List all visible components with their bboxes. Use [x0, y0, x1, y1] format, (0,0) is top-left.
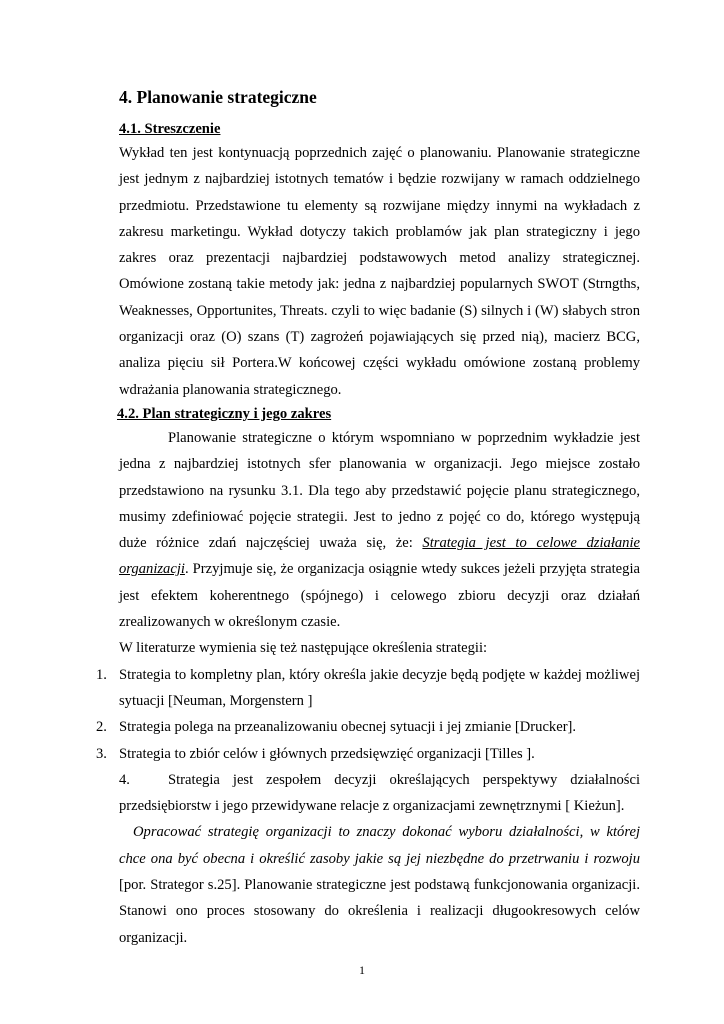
list-item-text: Strategia to kompletny plan, który określa jakie decyzje będą podjęte w każdej możliwej sytuacji [Neuman, Morgenstern ] — [119, 666, 640, 709]
plan-paragraph-text: Planowanie strategiczne o którym wspomniano w poprzednim wykładzie jest jedna z najbardziej istotnych sfer planowania w organizacji. Jego miejsce zostało przedstawiono na rysunku 3.1. Dla tego aby przedstawić pojęcie planu strategicznego, musimy zdefiniować pojęcie strategii. Jest to jedno z pojęć co do, którego występują duże różnice zdań najczęściej uważa się, że: — [119, 429, 640, 552]
strategy-definition: Strategia jest to celowe działanie organizacji — [119, 535, 640, 578]
page-number: 1 — [359, 963, 365, 977]
plan-paragraph — [119, 425, 640, 635]
list-item-number: 3. — [96, 745, 107, 762]
list-item — [96, 662, 640, 715]
section-title: 4. Planowanie strategiczne — [119, 87, 317, 107]
summary-heading: 4.1. Streszczenie — [119, 121, 221, 137]
list-item-number: 1. — [96, 666, 107, 683]
list-item-4 — [119, 767, 640, 820]
page-content — [96, 84, 640, 951]
plan-heading: 4.2. Plan strategiczny i jego zakres — [117, 405, 332, 422]
list-intro: W literaturze wymienia się też następujące określenia strategii: — [119, 640, 488, 657]
quote-italic: Opracować strategię organizacji to znaczy dokonać wyboru działalności, w której chce ona być obecna i określić zasoby jakie są jej niezbędne do przetrwaniu i rozwoju — [119, 824, 640, 867]
plan-paragraph-continuation: . Przyjmuje się, że organizacja osiągnie wtedy sukces jeżeli przyjęta strategia jest efektem koherentnego (spójnego) i celowego zbioru decyzji oraz działań zrealizowanych w określonym czasie. — [119, 561, 640, 631]
strategy-definitions-list — [96, 662, 640, 767]
list-item-number: 2. — [96, 719, 107, 736]
list-item-4-number: 4. — [119, 771, 130, 788]
summary-paragraph: Wykład ten jest kontynuacją poprzednich zajęć o planowaniu. Planowanie strategiczne jest jednym z najbardziej istotnych tematów i będzie rozwijany w ramach oddzielnego przedmiotu. Przedstawione tu elementy są rozwijane między innymi na wykładach z zakresu marketingu. Wykład dotyczy takich problamów jak plan strategiczny i jego zakres oraz prezentacji najbardziej podstawowych metod analizy strategicznej. Omówione zostaną takie metody jak: jedna z najbardziej popularnych SWOT (Strngths, Weaknesses, Opportunites, Threats. czyli to więc badanie (S) silnych i (W) słabych stron organizacji oraz (O) szans (T) zagrożeń pojawiających się przed nią), macierz BCG, analiza pięciu sił Portera.W końcowej części wykładu omówione zostaną problemy wdrażania planowania strategicznego. — [119, 145, 640, 398]
list-item — [96, 714, 640, 740]
strategor-quote — [119, 819, 640, 950]
list-item — [96, 741, 640, 767]
list-item-4-text: Strategia jest zespołem decyzji określających perspektywy działalności przedsiębiorstw i jego przewidywane relacje z organizacjami zewnętrznymi [ Kieżun]. — [119, 771, 640, 815]
list-item-text: Strategia to zbiór celów i głównych przedsięwzięć organizacji [Tilles ]. — [119, 745, 535, 762]
quote-continuation: [por. Strategor s.25]. Planowanie strategiczne jest podstawą funkcjonowania organizacji. Stanowi ono proces stosowany do określenia i realizacji długookresowych celów organizacji. — [119, 877, 640, 946]
list-item-text: Strategia polega na przeanalizowaniu obecnej sytuacji i jej zmianie [Drucker]. — [119, 719, 577, 736]
